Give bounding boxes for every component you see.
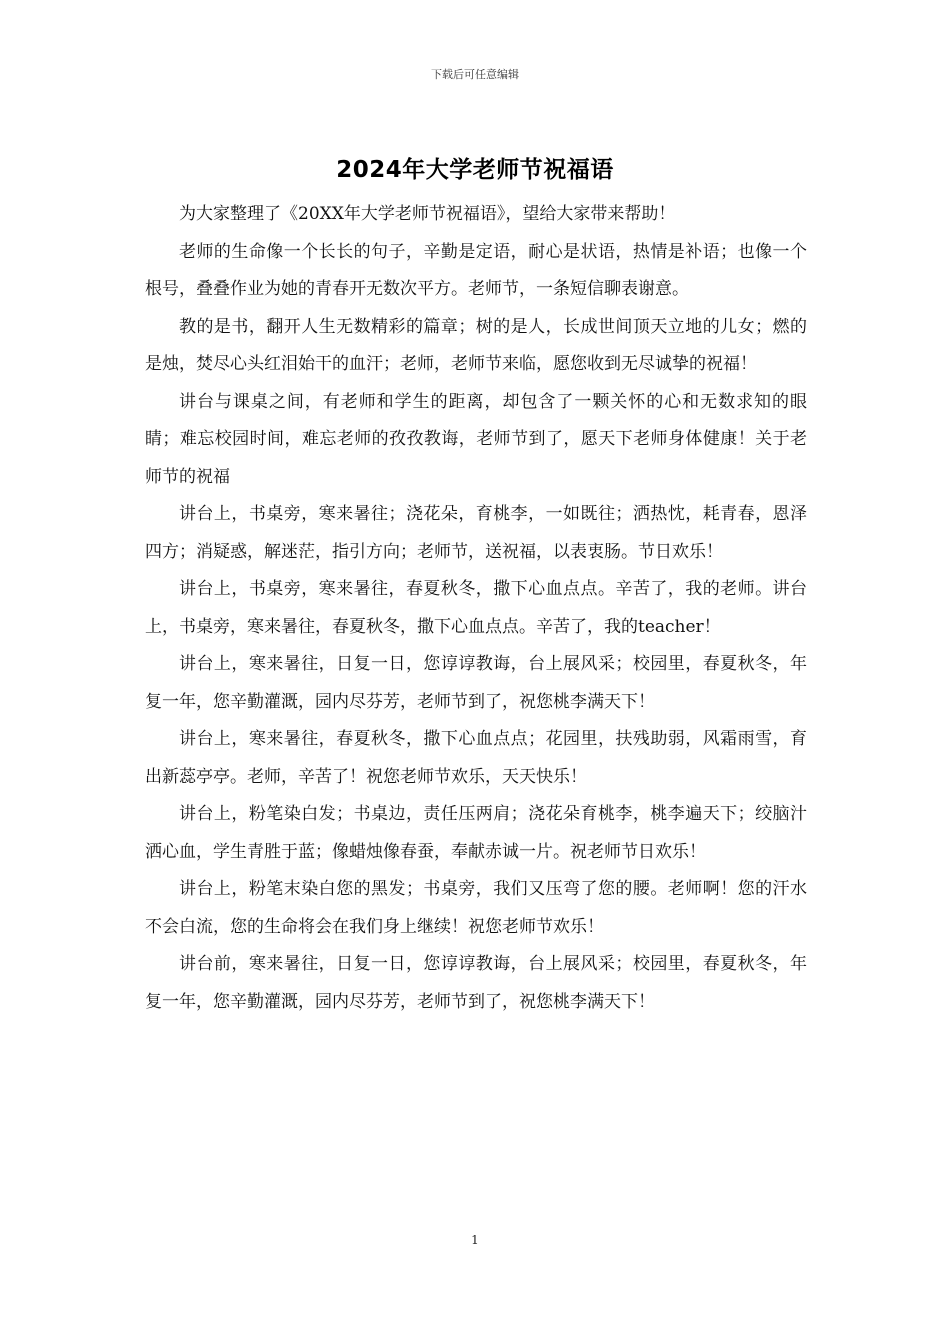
- paragraph: 讲台上，寒来暑往，日复一日，您谆谆教诲，台上展风采；校园里，春夏秋冬，年复一年，您辛勤灌溉，园内尽芬芳，老师节到了，祝您桃李满天下！: [145, 654, 807, 712]
- document-title: 2024年大学老师节祝福语: [336, 157, 614, 183]
- paragraph: 讲台上，书桌旁，寒来暑往，春夏秋冬，撒下心血点点。辛苦了，我的老师。讲台上，书桌旁，寒来暑往，春夏秋冬，撒下心血点点。辛苦了，我的teacher！: [145, 579, 807, 637]
- paragraph: 教的是书，翻开人生无数精彩的篇章；树的是人，长成世间顶天立地的儿女；燃的是烛，焚尽心头红泪始干的血汗；老师，老师节来临，愿您收到无尽诚挚的祝福！: [145, 316, 807, 374]
- paragraph: 讲台与课桌之间，有老师和学生的距离，却包含了一颗关怀的心和无数求知的眼睛；难忘校园时间，难忘老师的孜孜教诲，老师节到了，愿天下老师身体健康！关于老师节的祝福: [145, 391, 807, 487]
- header-note: 下载后可任意编辑: [431, 68, 519, 81]
- page-number: 1: [471, 1233, 479, 1247]
- paragraph: 老师的生命像一个长长的句子，辛勤是定语，耐心是状语，热情是补语；也像一个根号，叠叠作业为她的青春开无数次平方。老师节，一条短信聊表谢意。: [145, 241, 807, 299]
- document-body: [145, 196, 807, 1021]
- paragraph: 讲台上，寒来暑往，春夏秋冬，撒下心血点点；花园里，扶残助弱，风霜雨雪，育出新蕊亭亭。老师，辛苦了！祝您老师节欢乐，天天快乐！: [145, 729, 807, 787]
- paragraph: 讲台上，书桌旁，寒来暑往；浇花朵，育桃李，一如既往；洒热忱，耗青春，恩泽四方；消疑惑，解迷茫，指引方向；老师节，送祝福，以表衷肠。节日欢乐！: [145, 504, 807, 562]
- paragraph: 讲台前，寒来暑往，日复一日，您谆谆教诲，台上展风采；校园里，春夏秋冬，年复一年，您辛勤灌溉，园内尽芬芳，老师节到了，祝您桃李满天下！: [145, 954, 807, 1012]
- paragraph: 讲台上，粉笔末染白您的黑发；书桌旁，我们又压弯了您的腰。老师啊！您的汗水不会白流，您的生命将会在我们身上继续！祝您老师节欢乐！: [145, 879, 807, 937]
- paragraph-intro: 为大家整理了《20XX年大学老师节祝福语》，望给大家带来帮助！: [179, 204, 676, 224]
- paragraph: 讲台上，粉笔染白发；书桌边，责任压两肩；浇花朵育桃李，桃李遍天下；绞脑汁洒心血，学生青胜于蓝；像蜡烛像春蚕，奉献赤诚一片。祝老师节日欢乐！: [145, 804, 807, 862]
